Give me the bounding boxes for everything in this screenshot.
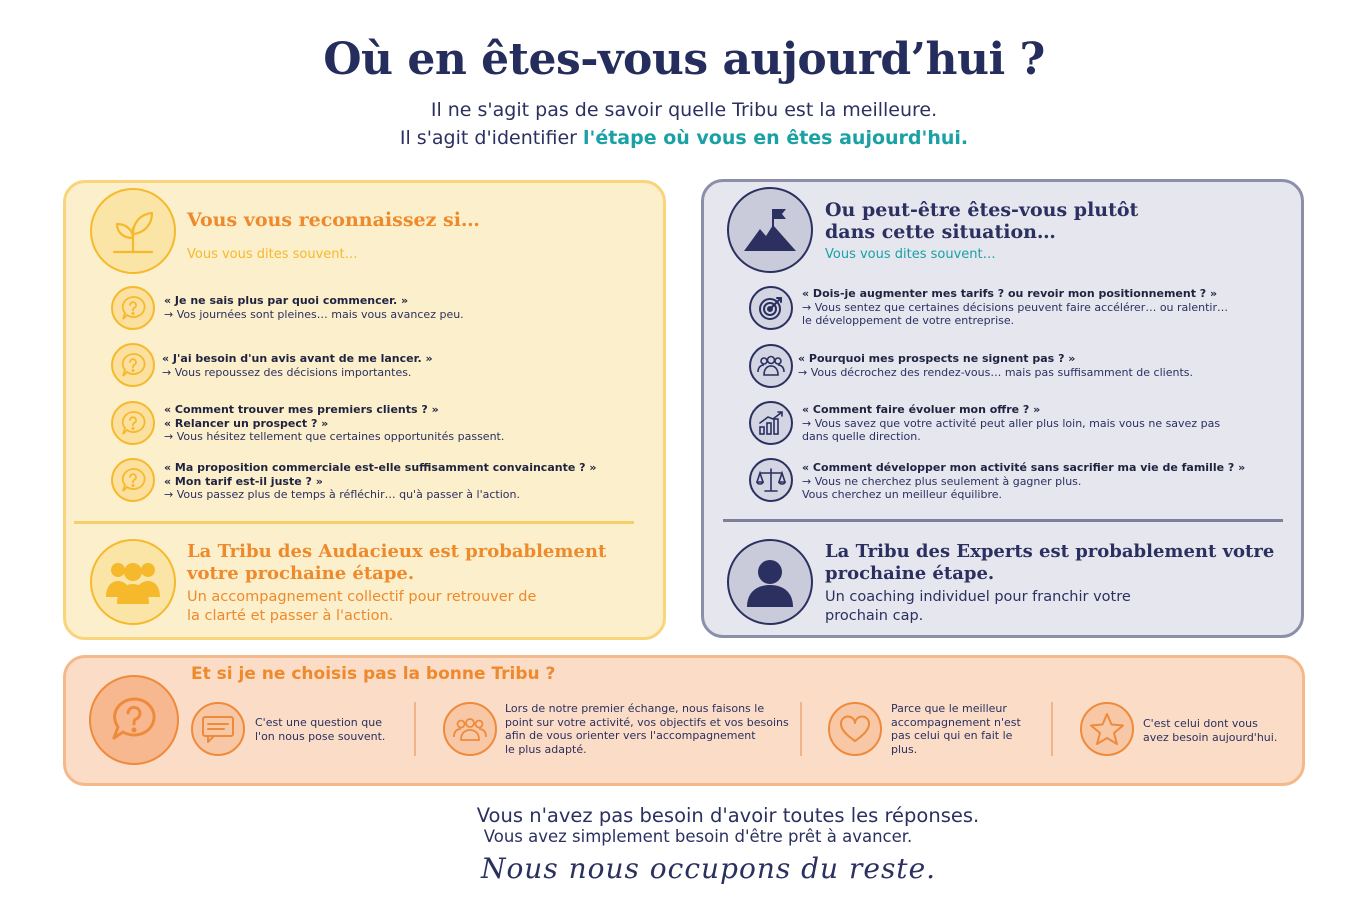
list-item [798, 352, 1193, 379]
right-result-desc-line-1: Un coaching individuel pour franchir votre [825, 589, 1131, 605]
faq-separator [800, 702, 802, 756]
right-result-heading [825, 541, 1274, 585]
item-detail-2: le développement de votre entreprise. [802, 314, 1015, 327]
right-result-heading-line-1: La Tribu des Experts est probablement votre [825, 541, 1275, 562]
item-detail: → Vous repoussez des décisions importantes. [162, 365, 412, 379]
balance-scale-icon [749, 458, 793, 502]
faq-text-line: C'est celui dont vous [1143, 717, 1258, 730]
heart-icon [828, 702, 882, 756]
list-item [802, 403, 1220, 444]
sprout-icon [90, 188, 176, 274]
list-item [802, 461, 1245, 502]
faq-separator [414, 702, 416, 756]
faq-text-1 [255, 716, 385, 743]
left-result-desc-line-2: la clarté et passer à l'action. [187, 608, 394, 624]
faq-text-line: l'on nous pose souvent. [255, 729, 386, 743]
question-bubble-icon [111, 458, 155, 502]
faq-title: Et si je ne choisis pas la bonne Tribu ? [191, 664, 556, 684]
item-detail: → Vous décrochez des rendez-vous… mais pas suffisamment de clients. [798, 365, 1193, 379]
left-result-heading-line-1: La Tribu des Audacieux est probablement [187, 541, 607, 562]
question-bubble-icon [111, 401, 155, 445]
left-result-heading-line-2: votre prochaine étape. [187, 563, 415, 584]
right-result-desc-line-2: prochain cap. [825, 608, 924, 624]
faq-text-4 [1143, 717, 1277, 744]
intro-line-1: Il ne s'agit pas de savoir quelle Tribu est la meilleure. [430, 99, 938, 121]
right-result-desc [825, 588, 1131, 626]
left-result-heading [187, 541, 606, 585]
item-quote: « J'ai besoin d'un avis avant de me lancer. » [162, 352, 433, 365]
right-divider [723, 519, 1283, 522]
intro-line-2-prefix: Il s'agit d'identifier [399, 127, 583, 149]
faq-text-line: pas celui qui en fait le [891, 729, 1013, 742]
page-title: Où en êtes-vous aujourd’hui ? [323, 34, 1045, 85]
group-people-icon [90, 539, 176, 625]
left-divider [74, 521, 634, 524]
item-quote: « Ma proposition commerciale est-elle suffisamment convaincante ? » [164, 461, 597, 474]
right-heading [825, 199, 1138, 243]
item-detail: → Vos journées sont pleines… mais vous avancez peu. [164, 307, 464, 321]
item-detail: → Vous hésitez tellement que certaines opportunités passent. [164, 430, 505, 443]
faq-text-line: afin de vous orienter vers l'accompagnement [505, 729, 756, 742]
list-item [164, 461, 596, 502]
star-icon [1080, 702, 1134, 756]
right-subheading: Vous vous dites souvent… [825, 247, 996, 262]
item-quote: « Dois-je augmenter mes tarifs ? ou revoir mon positionnement ? » [802, 287, 1218, 300]
left-result-desc-line-1: Un accompagnement collectif pour retrouver de [187, 589, 537, 605]
item-detail-2: dans quelle direction. [802, 430, 921, 443]
list-item [802, 287, 1228, 328]
growth-chart-icon [749, 401, 793, 445]
intro-line-2-highlight: l'étape où vous en êtes aujourd'hui. [582, 127, 969, 149]
item-quote: « Comment développer mon activité sans sacrifier ma vie de famille ? » [802, 461, 1246, 474]
left-subheading: Vous vous dites souvent… [187, 247, 358, 262]
faq-text-line: accompagnement n'est [891, 715, 1021, 729]
faq-text-line: avez besoin aujourd'hui. [1143, 730, 1278, 744]
list-item [162, 352, 433, 379]
chat-bubble-icon [191, 702, 245, 756]
faq-text-line: plus. [891, 742, 918, 756]
item-detail: → Vous ne cherchez plus seulement à gagner plus. [802, 474, 1082, 488]
closing-signature: Nous nous occupons du reste. [480, 852, 937, 885]
list-item [164, 294, 464, 321]
list-item [164, 403, 504, 444]
intro-line-2 [0, 127, 1368, 149]
faq-text-line: Parce que le meilleur [891, 702, 1007, 715]
faq-text-3 [891, 702, 1021, 756]
question-bubble-icon [111, 343, 155, 387]
faq-text-line: C'est une question que [255, 716, 382, 729]
right-heading-line-1: Ou peut-être êtes-vous plutôt [825, 199, 1139, 221]
target-icon [749, 286, 793, 330]
right-heading-line-2: dans cette situation… [825, 221, 1056, 243]
faq-text-line: Lors de notre premier échange, nous faisons le [505, 702, 765, 715]
faq-text-line: point sur votre activité, vos objectifs et vos besoins [505, 715, 789, 729]
item-quote: « Comment trouver mes premiers clients ? » [164, 403, 439, 416]
item-quote: « Je ne sais plus par quoi commencer. » [164, 294, 409, 307]
faq-text-2 [505, 702, 789, 756]
item-quote-2: « Relancer un prospect ? » [164, 416, 329, 430]
right-result-heading-line-2: prochaine étape. [825, 563, 995, 584]
left-heading: Vous vous reconnaissez si… [187, 209, 480, 231]
faq-text-line: le plus adapté. [505, 742, 587, 756]
person-icon [727, 539, 813, 625]
item-detail: → Vous savez que votre activité peut aller plus loin, mais vous ne savez pas [802, 416, 1221, 430]
mountain-flag-icon [727, 187, 813, 273]
item-detail: → Vous passez plus de temps à réfléchir… qu'à passer à l'action. [164, 488, 520, 501]
left-result-desc [187, 588, 536, 626]
closing-line-1: Vous n'avez pas besoin d'avoir toutes les réponses. [476, 804, 980, 827]
item-detail-2: Vous cherchez un meilleur équilibre. [802, 488, 1002, 501]
question-bubble-icon [111, 286, 155, 330]
closing-line-2: Vous avez simplement besoin d'être prêt à avancer. [483, 827, 913, 846]
people-circle-icon [443, 702, 497, 756]
item-detail: → Vous sentez que certaines décisions peuvent faire accélérer… ou ralentir… [802, 300, 1228, 314]
question-bubble-icon [89, 675, 179, 765]
item-quote: « Comment faire évoluer mon offre ? » [802, 403, 1041, 416]
item-quote: « Pourquoi mes prospects ne signent pas ? » [798, 352, 1076, 365]
people-circle-icon [749, 344, 793, 388]
faq-separator [1051, 702, 1053, 756]
item-quote-2: « Mon tarif est-il juste ? » [164, 474, 323, 488]
